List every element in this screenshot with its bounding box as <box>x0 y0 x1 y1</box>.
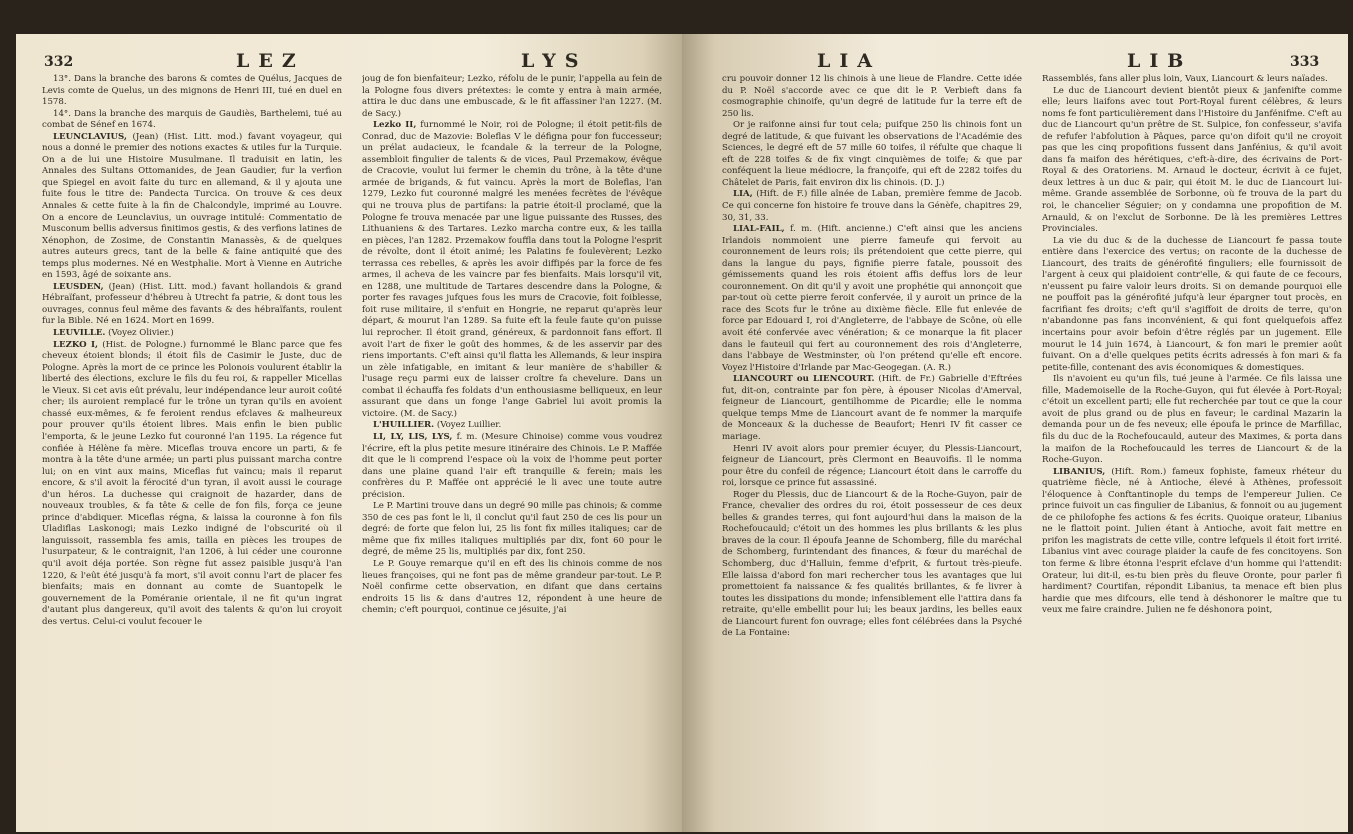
paragraph-text: (Jean) (Hist. Litt. mod.) favant voyageur, qui nous a donné le premier des notions exactes & utiles fur la Turquie. On a de lui une Histoire Musulmane. Il traduisit en latin, les Annales des Sultans Ottomanides, de Jean Gaudier, fur la verfion que Spiegel en avoit faite du turc en allemand, & il y ajouta une fuite fous le titre de: Pandecta Turcica. On trouve & ces deux Annales & cette fuite à la fin de Chalcondyle, imprimé au Louvre. On a encore de Leunclavius, un ouvrage intitulé: Commentatio de Musconum bellis adversus finitimos gestis, & des verfions latines de Xénophon, de Zosime, de Constantin Manassès, & de quelques autres auteurs grecs, tant de la belle & faine antiquité que des temps plus modernes. Né en Westphalie. Mort à Vienne en Autriche en 1593, âgé de soixante ans. <box>42 131 342 281</box>
paragraph <box>42 109 342 132</box>
paragraph-text: f. m. (Mesure Chinoise) comme vous voudrez l'écrire, eft la plus petite mesure itinéraire des Chinois. Le P. Maffée dit que le li comprend l'espace où la voix de l'homme peut porter dans une plaine quand l'air eft tranquille & ferein; mais les confrères du P. Maffée ont apprécié le li avec une toute autre précision. <box>362 431 662 500</box>
entry-headword: LIA, <box>733 189 753 200</box>
paragraph-text: Or je raifonne ainsi fur tout cela; puifque 250 lis chinois font un degré de latitude, & que fuivant les observations de l'Académie des Sciences, le degré eft de 57 mille 60 toifes, il réfulte que chaque li eft de 228 toifes & de fix vingt cinquièmes de toife; & que par conféquent la lieue médiocre, la françoife, qui eft de 2282 toifes du Châtelet de Paris, fait environ dix lis chinois. (D. J.) <box>722 120 1022 188</box>
entry-headword: LEZKO I, <box>53 339 99 350</box>
paragraph <box>1042 236 1342 375</box>
left-page-number: 332 <box>44 54 74 70</box>
paragraph-text: f. m. (Hift. ancienne.) C'eft ainsi que les anciens Irlandois nommoient une pierre fameufe qui fervoit au couronnement de leurs rois; ils prétendoient que cette pierre, qui dans la langue du pays, fignifie pierre fatale, poussoit des gémissements quand les rois étoient affis deffus lors de leur couronnement. On dit qu'il y avoit une prophétie qui annonçoit que par-tout où cette pierre feroit confervée, il y auroit un prince de la race des Scots fur le trône au dixième fiècle. Elle fut enlevée de force par Edouard I, roi d'Angleterre, de l'abbaye de Scône, où elle avoit été confervée avec vénération; & ce monarque la fit placer dans le fauteuil qui fert au couronnement des rois d'Angleterre, dans l'abbaye de Westminster, où l'on prétend qu'elle eft encore. Voyez l'Histoire d'Irlande par Mac-Geogegan. (A. R.) <box>722 224 1022 373</box>
paragraph-text: (Hift. de Fr.) Gabrielle d'Eftrées fut, dit-on, contrainte par fon père, à épouser Nicolas d'Amerval, feigneur de Liancourt, gentilhomme de Picardie; elle le nomma quelque temps Mme de Liancourt avant de fe nommer la marquife de Monceaux & la duchesse de Beaufort; Henri IV fit casser ce mariage. <box>722 374 1022 442</box>
left-column-2 <box>362 74 662 822</box>
paragraph <box>42 340 342 629</box>
paragraph <box>362 120 662 420</box>
paragraph-text: Roger du Plessis, duc de Liancourt & de la Roche-Guyon, pair de France, chevalier des ordres du roi, étoit possesseur de ces deux belles & grandes terres, qui font aujourd'hui dans la maison de la Rochefoucauld; c'étoit un des hommes les plus brillants & les plus braves de la cour. Il époufa Jeanne de Schomberg, fille du maréchal de Schomberg, furintendant des finances, & fœur du maréchal de Schomberg, duc d'Halluin, femme d'efprit, & furtout très-pieufe. Elle laissa d'abord fon mari rechercher tous les avantages que lui promettoient fa naissance & fes qualités brillantes, & fe livrer à toutes les dissipations du monde; infensiblement elle l'attira dans fa retraite, qu'elle embellit pour lui; les beaux jardins, les belles eaux de Liancourt furent fon ouvrage; elles font célébrées dans la Psyché de La Fontaine: <box>722 489 1022 639</box>
paragraph <box>42 74 342 109</box>
paragraph <box>722 189 1022 224</box>
right-page <box>682 34 1348 832</box>
paragraph <box>42 132 342 282</box>
entry-headword: Lezko II, <box>373 120 417 131</box>
right-column-1 <box>722 74 1022 822</box>
paragraph-text: (Hift. Rom.) fameux fophiste, fameux rhéteur du quatrième fiècle, né à Antioche, élevé à Athènes, professoit l'éloquence à Conftantinople du temps de l'empereur Julien. Ce prince fuivoit un cas fingulier de Libanius, & fonnoit ou au jugement de ce philofophe fes actions & fes écrits. Quoique orateur, Libanius ne le flattoit point. Julien étant à Antioche, avoit fait mettre en prifon les magistrats de cette ville, contre lefquels il étoit fort irrité. Libanius vint avec courage plaider la caufe de fes concitoyens. Son ton ferme & libre étonna l'esprit efclave d'un homme qui l'attendit: Orateur, lui dit-il, es-tu bien près du fleuve Oronte, pour parler fi hardiment? Courtifan, répondit Libanius, ta menace eft bien plus hardie que mes difcours, elle tend à déshonorer le maître que tu veux me faire craindre. Julien ne fe déshonora point, <box>1042 466 1342 616</box>
paragraph-text: (Jean) (Hist. Litt. mod.) favant hollandois & grand Hébraïfant, professeur d'hébreu à Utrecht fa patrie, & dont tous les ouvrages, connus feul même des favants & des hébraïfants, roulent fur la Bible. Né en 1624. Mort en 1699. <box>42 281 342 327</box>
paragraph <box>42 282 342 328</box>
right-page-number: 333 <box>1290 54 1320 70</box>
paragraph-text: 14°. Dans la branche des marquis de Gaudiès, Barthelemi, tué au combat de Sénef en 1674. <box>42 108 342 131</box>
paragraph <box>722 374 1022 443</box>
left-headword-1: LEZ <box>236 50 305 72</box>
paragraph <box>362 74 662 120</box>
paragraph-text: (Hift. de F.) fille aînée de Laban, première femme de Jacob. Ce qui concerne fon histoire fe trouve dans la Génèfe, chapitres 29, 30, 31, 33. <box>722 189 1022 223</box>
entry-headword: LIBANIUS, <box>1053 466 1106 477</box>
entry-headword: LIANCOURT ou LIENCOURT. <box>733 374 875 385</box>
paragraph-text: Rassemblés, fans aller plus loin, Vaux, Liancourt & leurs naïades. <box>1042 74 1328 84</box>
paragraph-text: cru pouvoir donner 12 lis chinois à une lieue de Flandre. Cette idée du P. Noël s'accorde avec ce que dit le P. Verbieft dans fa cosmographie chinoife, qu'un degré de latitude fur la terre eft de 250 lis. <box>722 74 1022 119</box>
paragraph-text: Ils n'avoient eu qu'un fils, tué jeune à l'armée. Ce fils laissa une fille, Mademoiselle de la Roche-Guyon, qui fut élevée à Port-Royal; c'étoit un excellent parti; elle fut recherchée par tout ce que la cour avoit de plus grand ou de plus en faveur; le cardinal Mazarin la demanda pour un de fes neveux; elle époufa le prince de Marfillac, fils du duc de la Rochefoucauld, auteur des Maximes, & porta dans la maifon de la Rochefoucauld les terres de Liancourt & de la Roche-Guyon. <box>1042 374 1342 466</box>
paragraph <box>362 501 662 559</box>
paragraph-text: joug de fon bienfaiteur; Lezko, réfolu de le punir, l'appella au fein de la Pologne fous divers prétextes: le comte y entra à main armée, attira le duc dans une embuscade, & le fit affassiner l'an 1227. (M. de Sacy.) <box>362 74 662 119</box>
paragraph <box>362 420 662 432</box>
paragraph <box>42 328 342 340</box>
paragraph <box>362 559 662 617</box>
paragraph <box>1042 86 1342 236</box>
left-column-1 <box>42 74 342 822</box>
paragraph-text: Le duc de Liancourt devient bientôt pieux & janfenifte comme elle; leurs liaifons avec tout Port-Royal furent célèbres, & leurs noms fe font particulièrement dans l'Histoire du Janfénifme. C'eft au duc de Liancourt qu'un prêtre de St. Sulpice, fon confesseur, s'avifa de refufer l'abfolution à Pâques, parce qu'on difoit qu'il ne croyoit pas que les cinq propofitions fussent dans Janfénius, & qu'il avoit dans fa maifon des hérétiques, c'eft-à-dire, des écrivains de Port-Royal & des Oratoriens. M. Arnaud le docteur, écrivit à ce fujet, deux lettres à un duc & pair, qui étoit M. le duc de Liancourt lui-même. Grande assemblée de Sorbonne, où fe trouva de la part du roi, le chancelier Séguier; on y condamna une propofition de M. Arnauld, & on l'exclut de Sorbonne. De là les premières Lettres Provinciales. <box>1042 85 1342 235</box>
paragraph <box>362 432 662 501</box>
paragraph-text: Le P. Gouye remarque qu'il en eft des lis chinois comme de nos lieues françoises, qui ne font pas de même grandeur par-tout. Le P. Noël confirme cette observation, en difant que dans certains endroits 15 lis & dans d'autres 12, répondent à une heure de chemin; c'eft pourquoi, continue ce jésuite, j'ai <box>362 558 662 616</box>
left-headword-2: LYS <box>521 50 588 72</box>
right-headword-2: LIB <box>1127 50 1193 72</box>
right-headword-1: LIA <box>817 50 881 72</box>
entry-headword: LEUVILLE. <box>53 328 106 339</box>
entry-headword: LI, LY, LIS, LYS, <box>373 431 453 442</box>
paragraph-text: (Voyez Luillier. <box>436 420 502 431</box>
paragraph <box>722 444 1022 490</box>
entry-headword: L'HUILLIER. <box>373 420 435 431</box>
paragraph-text: La vie du duc & de la duchesse de Liancourt fe passa toute entière dans l'exercice des vertus; on raconte de la duchesse de Liancourt, des traits de générofité finguliers; elle fournissoit de l'argent à ceux qui plaidoient contr'elle, & qui faute de ce fecours, n'eussent pu faire valoir leurs droits. Si on demande pourquoi elle ne pouffoit pas la générofité jufqu'à leur épargner tout procès, en facrifiant fes droits; c'eft qu'il s'agiffoit de droits de terre, qu'on n'abandonne pas fans inconvénient, & qui font quelquefois affez incertains pour avoir befoin d'être réglés par un jugement. Elle mourut le 14 juin 1674, à Liancourt, & fon mari le premier août fuivant. On a d'elle quelques petits écrits adressés à fon mari & fa petite-fille, contenant des avis économiques & domestiques. <box>1042 235 1342 373</box>
paragraph-text: (Voyez Olivier.) <box>108 328 174 339</box>
paragraph <box>722 224 1022 374</box>
paragraph <box>722 74 1022 120</box>
right-column-2 <box>1042 74 1342 822</box>
paragraph <box>722 490 1022 640</box>
entry-headword: LEUSDEN, <box>53 281 104 292</box>
paragraph <box>1042 467 1342 617</box>
paragraph-text: furnommé le Noir, roi de Pologne; il étoit petit-fils de Conrad, duc de Mazovie: Boleflas V le défigna pour fon fuccesseur; un prélat audacieux, le fcandale & la terreur de la Pologne, assembloit fingulier de talents & de vices, Paul Przemakow, évêque de Cracovie, voulut lui fermer le chemin du trône, à la tête d'une armée de brigands, & fut vaincu. Après la mort de Boleflas, l'an 1279, Lezko fut couronné malgré les menées fecrètes de l'évêque qui ne trouva plus de partifans: la patrie étoit-il proclamé, que la Pologne fe trouva menacée par une ligue puissante des Russes, des Lithuaniens & des Tartares. Lezko marcha contre eux, & les tailla en pièces, l'an 1282. Przemakow fouffla dans tout la Pologne l'esprit de révolte, dont il étoit animé; les Palatins fe foulevèrent; Lezko terrassa ces rebelles, & après les avoir diffipés par la force de fes armes, il acheva de les vaincre par fes bienfaits. Mais lorsqu'il vit, en 1288, une multitude de Tartares descendre dans la Pologne, & porter fes ravages jufques fous les murs de Cracovie, foit foiblesse, foit ruse militaire, il s'enfuit en Hongrie, ne reparut qu'après leur départ, & mourut l'an 1289. Sa fuite eft la feule faute qu'on puisse lui reprocher. Il étoit grand, généreux, & pardonnoit fans effort. Il avoit l'art de fixer le goût des hommes, & de les asservir par des riens importants. C'eft ainsi qu'il flatta les Allemands, & leur inspira un zèle infatigable, en imitant & leur manière de s'habiller & l'usage reçu parmi eux de laisser croître fa chevelure. Dans un combat il échauffa fes foldats d'un enthousiasme belliqueux, en leur assurant que dans un fonge l'ange Gabriel lui avoit promis la victoire. (M. de Sacy.) <box>362 120 662 419</box>
paragraph-text: Le P. Martini trouve dans un degré 90 mille pas chinois; & comme 350 de ces pas font le li, il conclut qu'il faut 250 de ces lis pour un degré: de forte que felon lui, 25 lis font fix milles italiques; car de même que fix milles italiques multipliés par dix, font 60 pour le degré, de même 25 lis, multipliés par dix, font 250. <box>362 501 662 558</box>
paragraph-text: 13°. Dans la branche des barons & comtes de Quélus, Jacques de Levis comte de Quelus, un des mignons de Henri III, tué en duel en 1578. <box>42 74 342 108</box>
paragraph <box>722 120 1022 189</box>
paragraph <box>1042 374 1342 466</box>
entry-headword: LEUNCLAVIUS, <box>53 131 127 142</box>
paragraph-text: (Hist. de Pologne.) furnommé le Blanc parce que fes cheveux étoient blonds; il étoit fils de Casimir le Juste, duc de Pologne. Après la mort de ce prince les Polonois voulurent établir la liberté des élections, exclure le fils du feu roi, & rappeller Micellas le Vieux. Si cet avis eût prévalu, leur indépendance leur auroit coûté cher; ils auroient remplacé fur le trône un tyran qu'ils en avoient chassé eux-mêmes, & fe feroient rendus efclaves & malheureux pour prouver qu'ils étoient libres. Mais enfin le bien public l'emporta, & le jeune Lezko fut couronné l'an 1195. La régence fut confiée à Hélène fa mère. Miceflas trouva encore un parti, & fe montra à la tête d'une armée; un parti plus puissant marcha contre lui; on en vint aux mains, Miceflas fut vaincu; mais il reparut encore, & s'il avoit la férocité d'un tyran, il avoit aussi le courage d'un héros. La duchesse qui craignoit de hazarder, dans de nouveaux troubles, & fa tête & celle de fon fils, força ce jeune prince d'abdiquer. Miceflas régna, & laissa la couronne à fon fils Uladiflas Laskonogi; mais Lezko indigné de l'obscurité où il languissoit, rassembla fes amis, tailla en pièces les troupes de l'usurpateur, & le contraignit, l'an 1206, à lui céder une couronne qu'il avoit déja portée. Son règne fut assez paisible jusqu'à l'an 1220, & l'eût été jusqu'à fa mort, s'il avoit connu l'art de placer fes bienfaits; mais en donnant au comte de Suantopelk le gouvernement de la Poméranie orientale, il ne fit qu'un ingrat d'autant plus dangereux, qu'il avoit des talents & qu'on lui croyoit des vertus. Celui-ci voulut fecouer le <box>42 339 342 627</box>
left-page <box>16 34 682 832</box>
paragraph-text: Henri IV avoit alors pour premier écuyer, du Plessis-Liancourt, feigneur de Liancourt, près Clermont en Beauvoifis. Il le nomma pour être du confeil de régence; Liancourt étoit dans le carroffe du roi, lorsque ce prince fut assassiné. <box>722 443 1022 489</box>
paragraph <box>1042 74 1342 86</box>
entry-headword: LIAL-FAIL, <box>733 224 785 235</box>
